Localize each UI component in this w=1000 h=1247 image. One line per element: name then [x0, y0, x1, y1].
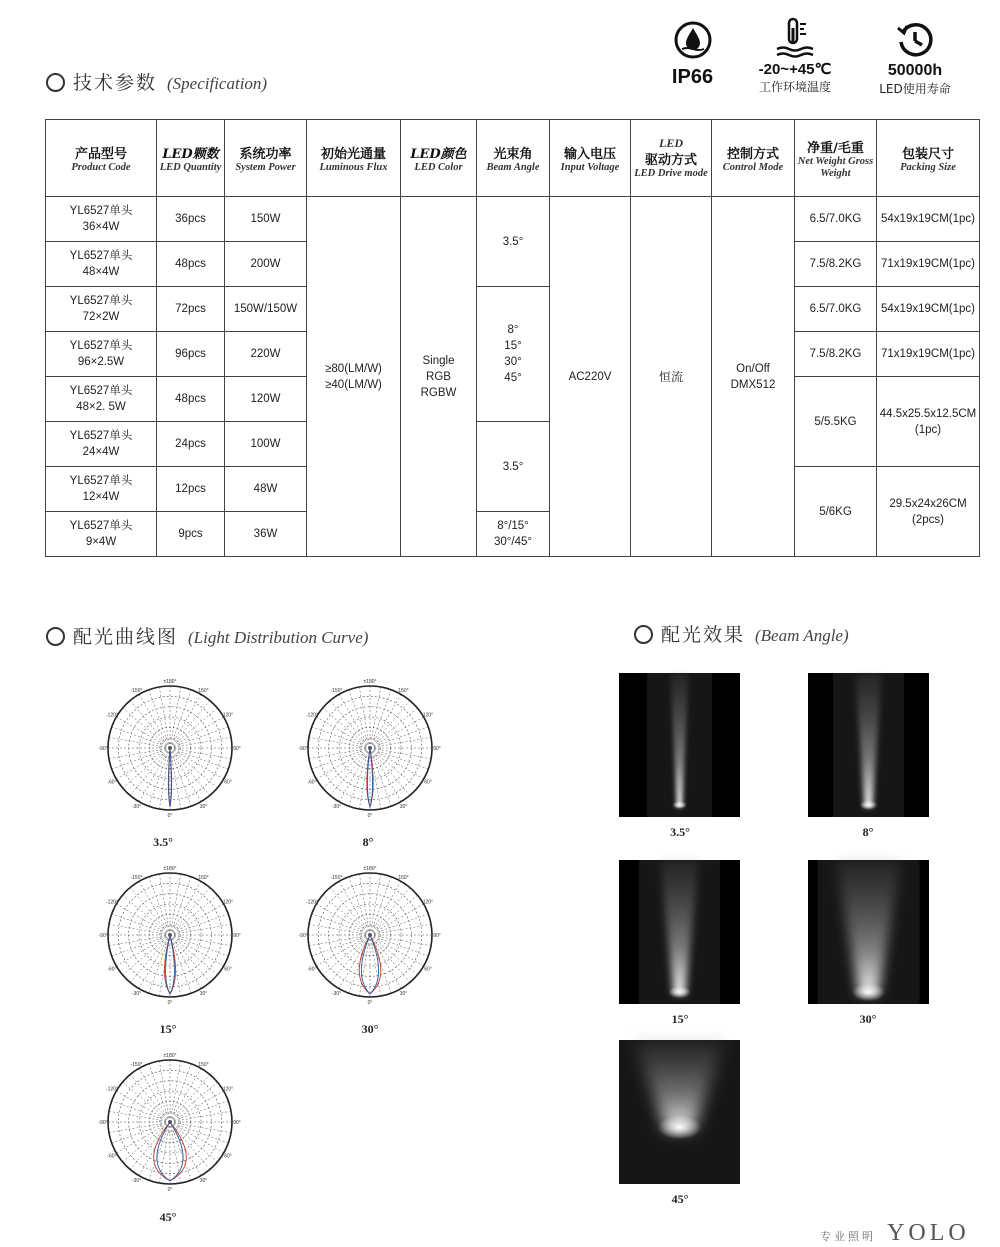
cell-power: 150W/150W — [225, 287, 307, 332]
header-weight: 净重/毛重 Net Weight Gross Weight — [795, 120, 877, 197]
cell-code: YL6527单头 96×2.5W — [46, 332, 157, 377]
header-system-power: 系统功率 System Power — [225, 120, 307, 197]
polar-tick-label: 90° — [433, 746, 441, 752]
polar-chart-label: 15° — [159, 1022, 177, 1036]
lifetime-badge — [865, 20, 965, 97]
cell-qty: 36pcs — [157, 197, 225, 242]
polar-tick-label: 60° — [224, 779, 232, 786]
cell-pack-merged-1: 44.5x25.5x12.5CM (1pc) — [877, 377, 980, 467]
polar-tick-label: 120° — [222, 712, 234, 719]
polar-tick-label: 30° — [399, 991, 408, 998]
cell-code: YL6527单头 36×4W — [46, 197, 157, 242]
spec-table — [45, 119, 980, 557]
beam-image-3-5 — [619, 673, 740, 817]
brand-logo: YOLO — [887, 1220, 970, 1246]
beam-image-label: 8° — [862, 825, 874, 839]
polar-tick-label: -60° — [107, 779, 117, 786]
cell-code: YL6527单头 24×4W — [46, 422, 157, 467]
header-led-color: LED颜色 LED Color — [401, 120, 477, 197]
curve-title-zh: 配光曲线图 — [73, 626, 179, 648]
ip66-badge — [655, 20, 730, 89]
polar-tick-label: -90° — [98, 933, 108, 939]
header-input-voltage: 输入电压 Input Voltage — [550, 120, 631, 197]
polar-chart-label: 8° — [362, 835, 374, 849]
ip66-label: IP66 — [671, 66, 714, 88]
polar-spoke — [170, 1068, 201, 1122]
polar-tick-label: -60° — [307, 966, 317, 973]
polar-tick-label: -90° — [98, 746, 108, 752]
cell-code: YL6527单头 72×2W — [46, 287, 157, 332]
polar-spoke — [116, 748, 170, 779]
beam-image-label: 45° — [671, 1192, 689, 1206]
polar-spoke — [116, 904, 170, 935]
polar-tick-label: ±180° — [363, 679, 377, 685]
cell-drive: 恒流 — [631, 197, 712, 557]
circle-bullet-icon — [634, 625, 653, 644]
curve-section-title — [46, 622, 368, 649]
cell-pack: 54x19x19CM(1pc) — [877, 197, 980, 242]
header-control-mode: 控制方式 Control Mode — [712, 120, 795, 197]
light-hotspot — [852, 983, 885, 1001]
polar-tick-label: 120° — [422, 899, 434, 906]
polar-tick-label: 0° — [167, 813, 173, 819]
beam-section-title — [634, 620, 849, 647]
polar-spoke — [116, 935, 170, 966]
polar-spoke — [370, 694, 401, 748]
cell-power: 220W — [225, 332, 307, 377]
table-header-row — [46, 120, 980, 197]
polar-spoke — [170, 717, 224, 748]
polar-tick-label: 90° — [233, 1120, 241, 1126]
cell-power: 48W — [225, 467, 307, 512]
polar-tick-label: -120° — [105, 899, 118, 906]
curve-title-en: (Light Distribution Curve) — [188, 628, 369, 647]
polar-tick-label: ±180° — [363, 866, 377, 872]
circle-bullet-icon — [46, 73, 65, 92]
cell-beam-group-2: 8° 15° 30° 45° — [477, 287, 550, 422]
polar-tick-label: 30° — [199, 991, 208, 998]
polar-spoke — [170, 694, 201, 748]
beam-image-8 — [808, 673, 929, 817]
cell-weight: 7.5/8.2KG — [795, 242, 877, 287]
polar-tick-label: 60° — [224, 966, 232, 973]
polar-tick-label: -120° — [305, 712, 318, 719]
polar-tick-label: 90° — [433, 933, 441, 939]
cell-power: 100W — [225, 422, 307, 467]
polar-tick-label: -90° — [298, 933, 308, 939]
polar-tick-label: 0° — [167, 1187, 173, 1193]
cell-control: On/Off DMX512 — [712, 197, 795, 557]
cell-qty: 48pcs — [157, 377, 225, 422]
cell-code: YL6527单头 48×4W — [46, 242, 157, 287]
cell-power: 200W — [225, 242, 307, 287]
cell-pack: 71x19x19CM(1pc) — [877, 332, 980, 377]
polar-tick-label: -30° — [131, 1178, 142, 1185]
polar-tick-label: 60° — [424, 966, 432, 973]
cell-qty: 48pcs — [157, 242, 225, 287]
polar-tick-label: 30° — [399, 804, 408, 811]
beam-title-zh: 配光效果 — [661, 624, 746, 646]
cell-weight-merged-2: 5/6KG — [795, 467, 877, 557]
header-drive-mode: LED 驱动方式 LED Drive mode — [631, 120, 712, 197]
cell-pack: 54x19x19CM(1pc) — [877, 287, 980, 332]
polar-tick-label: 150° — [198, 1061, 209, 1068]
cell-beam-group-3: 3.5° — [477, 422, 550, 512]
cell-weight-merged-1: 5/5.5KG — [795, 377, 877, 467]
light-hotspot — [668, 986, 691, 998]
polar-tick-label: -60° — [107, 966, 117, 973]
polar-tick-label: 120° — [222, 899, 234, 906]
polar-chart-45 — [98, 1050, 242, 1198]
polar-tick-label: -30° — [131, 991, 142, 998]
beam-title-en: (Beam Angle) — [755, 626, 849, 645]
beam-image-label: 15° — [671, 1012, 689, 1026]
polar-spoke — [370, 881, 401, 935]
polar-spoke — [370, 904, 424, 935]
polar-tick-label: ±180° — [163, 679, 177, 685]
header-product-code: 产品型号 Product Code — [46, 120, 157, 197]
polar-tick-label: -150° — [330, 687, 343, 694]
cell-code: YL6527单头 48×2. 5W — [46, 377, 157, 422]
header-packing-size: 包装尺寸 Packing Size — [877, 120, 980, 197]
beam-image-30 — [808, 860, 929, 1004]
lifetime-label: 50000h — [887, 62, 943, 79]
polar-tick-label: 150° — [198, 874, 209, 881]
cell-qty: 24pcs — [157, 422, 225, 467]
cell-power: 120W — [225, 377, 307, 422]
polar-tick-label: 30° — [199, 804, 208, 811]
cell-pack: 71x19x19CM(1pc) — [877, 242, 980, 287]
cell-weight: 6.5/7.0KG — [795, 197, 877, 242]
polar-chart-label: 45° — [159, 1210, 177, 1224]
polar-chart-15 — [98, 863, 242, 1011]
lifetime-sub: LED使用寿命 — [879, 82, 951, 96]
polar-tick-label: 60° — [224, 1153, 232, 1160]
polar-spoke — [116, 717, 170, 748]
table-row — [46, 287, 980, 332]
polar-spoke — [370, 717, 424, 748]
cell-beam-group-1: 3.5° — [477, 197, 550, 287]
polar-tick-label: 150° — [398, 687, 409, 694]
temperature-badge — [745, 16, 845, 95]
cell-flux: ≥80(LM/W) ≥40(LM/W) — [307, 197, 401, 557]
polar-tick-label: -150° — [130, 687, 143, 694]
beam-image-45 — [619, 1040, 740, 1184]
polar-chart-8 — [298, 676, 442, 824]
brand-footer — [820, 1220, 970, 1247]
cell-power: 36W — [225, 512, 307, 557]
polar-tick-label: 120° — [422, 712, 434, 719]
spec-section-title — [46, 68, 267, 95]
polar-tick-label: 0° — [367, 1000, 373, 1006]
cell-pack-merged-2: 29.5x24x26CM (2pcs) — [877, 467, 980, 557]
temperature-sub: 工作环境温度 — [758, 80, 831, 94]
header-beam-angle: 光束角 Beam Angle — [477, 120, 550, 197]
cell-qty: 9pcs — [157, 512, 225, 557]
cell-qty: 12pcs — [157, 467, 225, 512]
spec-title-en: (Specification) — [167, 74, 268, 93]
polar-tick-label: -120° — [305, 899, 318, 906]
polar-tick-label: 120° — [222, 1086, 234, 1093]
header-luminous-flux: 初始光通量 Luminous Flux — [307, 120, 401, 197]
clock-icon — [895, 20, 935, 60]
cell-qty: 96pcs — [157, 332, 225, 377]
polar-tick-label: -90° — [98, 1120, 108, 1126]
cell-power: 150W — [225, 197, 307, 242]
brand-zh: 专业照明 — [820, 1230, 876, 1243]
polar-tick-label: 150° — [198, 687, 209, 694]
polar-tick-label: -60° — [107, 1153, 117, 1160]
cell-code: YL6527单头 9×4W — [46, 512, 157, 557]
header-led-quantity: LED颗数 LED Quantity — [157, 120, 225, 197]
light-hotspot — [672, 801, 686, 808]
polar-tick-label: 90° — [233, 746, 241, 752]
cell-qty: 72pcs — [157, 287, 225, 332]
polar-tick-label: 150° — [398, 874, 409, 881]
light-hotspot — [860, 800, 878, 809]
polar-tick-label: 0° — [167, 1000, 173, 1006]
polar-tick-label: -150° — [130, 874, 143, 881]
polar-tick-label: 0° — [367, 813, 373, 819]
polar-spoke — [170, 1091, 224, 1122]
cell-weight: 7.5/8.2KG — [795, 332, 877, 377]
cell-beam-group-4: 8°/15° 30°/45° — [477, 512, 550, 557]
temperature-label: -20~+45℃ — [758, 61, 832, 78]
polar-tick-label: -150° — [330, 874, 343, 881]
cell-weight: 6.5/7.0KG — [795, 287, 877, 332]
light-hotspot — [658, 1115, 702, 1139]
polar-spoke — [170, 881, 201, 935]
polar-chart-label: 30° — [361, 1022, 379, 1036]
polar-tick-label: -60° — [307, 779, 317, 786]
cell-code: YL6527单头 12×4W — [46, 467, 157, 512]
polar-chart-30 — [298, 863, 442, 1011]
waterproof-icon — [673, 20, 713, 60]
table-row — [46, 197, 980, 242]
polar-tick-label: 60° — [424, 779, 432, 786]
polar-tick-label: -150° — [130, 1061, 143, 1068]
cell-voltage: AC220V — [550, 197, 631, 557]
polar-spoke — [116, 1091, 170, 1122]
polar-tick-label: -120° — [105, 1086, 118, 1093]
spec-title-zh: 技术参数 — [73, 72, 158, 94]
circle-bullet-icon — [46, 627, 65, 646]
polar-tick-label: -90° — [298, 746, 308, 752]
polar-spoke — [170, 904, 224, 935]
polar-chart-label: 3.5° — [153, 835, 173, 849]
polar-tick-label: -30° — [331, 991, 342, 998]
beam-image-label: 30° — [859, 1012, 877, 1026]
beam-image-label: 3.5° — [670, 825, 690, 839]
polar-tick-label: 30° — [199, 1178, 208, 1185]
polar-tick-label: ±180° — [163, 1053, 177, 1059]
polar-tick-label: -120° — [105, 712, 118, 719]
polar-tick-label: ±180° — [163, 866, 177, 872]
polar-tick-label: -30° — [331, 804, 342, 811]
polar-chart-3-5 — [98, 676, 242, 824]
beam-image-15 — [619, 860, 740, 1004]
thermometer-icon — [773, 16, 817, 60]
polar-tick-label: -30° — [131, 804, 142, 811]
polar-tick-label: 90° — [233, 933, 241, 939]
cell-color: Single RGB RGBW — [401, 197, 477, 557]
